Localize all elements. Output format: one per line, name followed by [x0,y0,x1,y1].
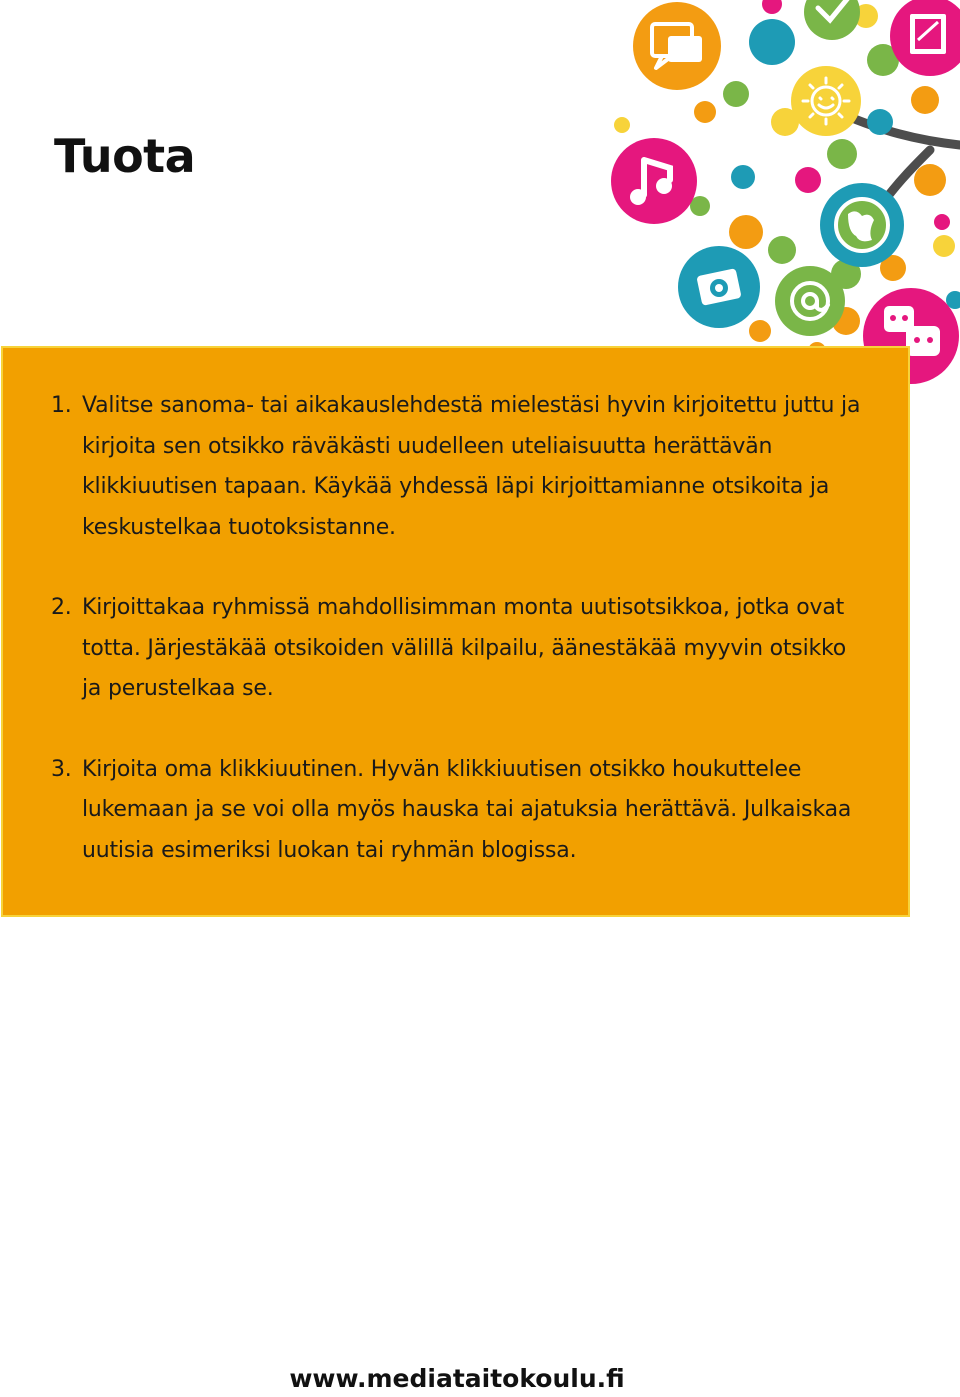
sun-icon [791,66,861,136]
list-item-number: 3. [51,756,72,782]
page-title: Tuota [54,129,196,183]
checkmark-icon [804,0,860,40]
list-item [51,386,861,548]
task-list [51,386,861,871]
chat-icon [633,2,721,90]
globe-icon [820,183,904,267]
list-item [51,750,861,872]
music-note-icon [611,138,697,224]
at-sign-icon [775,266,845,336]
footer-url[interactable]: www.mediataitokoulu.fi [289,1364,625,1393]
teal-dot-icon [749,19,795,65]
camera-icon [678,246,760,328]
media-icons-decoration [600,0,960,390]
list-item-text: Kirjoita oma klikkiuutinen. Hyvän klikkiuutisen otsikko houkuttelee lukemaan ja se voi olla myös hauska tai ajatuksia herättävä. Julkaiskaa uutisia esimeriksi luokan tai ryhmän blogissa. [82,756,852,863]
list-item-text: Kirjoittakaa ryhmissä mahdollisimman monta uutisotsikkoa, jotka ovat totta. Järjestäkää otsikoiden välillä kilpailu, äänestäkää myyvin otsikko ja perustelkaa se. [82,595,847,701]
list-item-number: 1. [51,393,72,418]
monitor-icon [890,0,960,76]
list-item-text: Valitse sanoma- tai aikakauslehdestä mielestäsi hyvin kirjoitettu juttu ja kirjoita sen otsikko räväkästi uudelleen uteliaisuutta herättävän klikkiuutisen tapaan. Käykää yhdessä läpi kirjoittamianne otsikoita ja keskustelkaa tuotoksistanne. [82,393,861,540]
list-item-number: 2. [51,595,72,620]
list-item [51,588,861,710]
task-box [1,346,910,917]
